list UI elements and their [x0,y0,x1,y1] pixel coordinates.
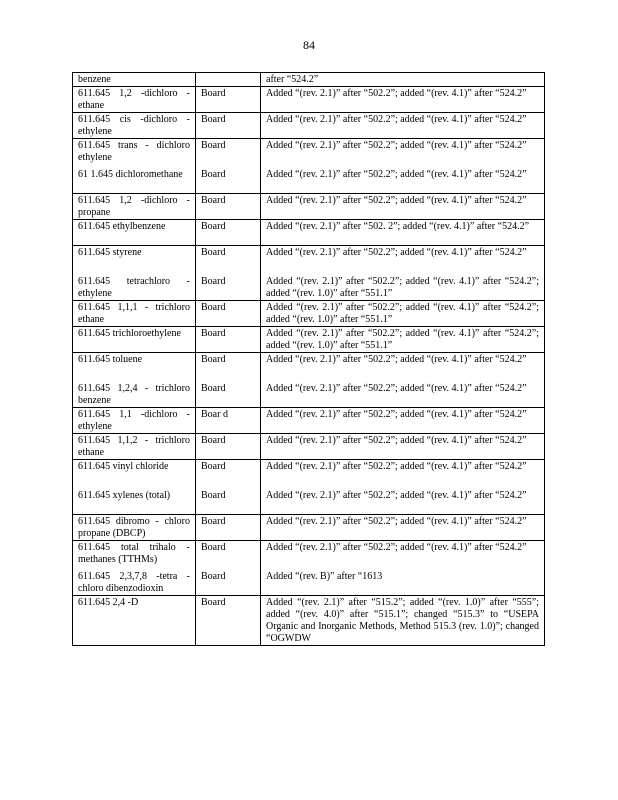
section-text: 611.645 1,2 -dichloro - ethane [78,88,190,111]
section-text: 611.645 2,4 -D [78,597,139,608]
authority-text: Board [201,247,226,258]
change-text: Added “(rev. 2.1)” after “502.2”; added “(rev. 4.1)” after “524.2” [266,542,527,553]
authority-cell [196,220,261,246]
authority-text: Board [201,461,226,472]
change-text: Added “(rev. 2.1)” after “502.2”; added “(rev. 4.1)” after “524.2” [266,247,527,258]
authority-text: Board [201,383,226,394]
section-text: 611.645 1,2,4 - trichloro benzene [78,383,190,406]
change-text: Added “(rev. 2.1)” after “502.2”; added “(rev. 4.1)” after “524.2” [266,409,527,420]
authority-cell [196,139,261,194]
section-text: 611.645 trans - dichloro ethylene [78,140,190,163]
authority-cell [196,87,261,113]
section-text: 611.645 tetrachloro - ethylene [78,276,190,299]
authority-cell [196,596,261,646]
change-text: Added “(rev. 2.1)” after “502.2”; added “(rev. 4.1)” after “524.2” [266,114,527,125]
change-text: Added “(rev. 2.1)” after “502.2”; added “(rev. 4.1)” after “524.2” [266,195,527,206]
section-cell [73,596,196,646]
change-cell [261,596,545,646]
amendments-table-body [73,73,545,646]
section-text: 611.645 total trihalo - methanes (TTHMs) [78,542,190,565]
change-text: Added “(rev. 2.1)” after “502.2”; added “(rev. 4.1)” after “524.2” [266,383,527,394]
authority-cell [196,408,261,434]
change-cell [261,139,545,194]
authority-text: Board [201,571,226,582]
section-text: 611.645 toluene [78,354,143,365]
authority-text: Board [201,169,226,180]
amendments-table [72,72,545,646]
table-row [73,87,545,113]
change-text: Added “(rev. 2.1)” after “502.2”; added “(rev. 4.1)” after “524.2”; added “(rev. 1.0)” after “551.1” [266,328,539,351]
change-cell [261,434,545,460]
table-row [73,460,545,515]
authority-text: Board [201,542,226,553]
section-cell [73,73,196,87]
table-row [73,434,545,460]
change-text: Added “(rev. 2.1)” after “502.2”; added “(rev. 4.1)” after “524.2”; added “(rev. 1.0)” after “551.1” [266,302,539,325]
section-cell [73,87,196,113]
table-row [73,408,545,434]
section-text: 611.645 1,1,1 - trichloro ethane [78,302,190,325]
change-cell [261,515,545,541]
section-cell [73,113,196,139]
change-cell [261,220,545,246]
authority-cell [196,73,261,87]
table-row [73,596,545,646]
change-cell [261,87,545,113]
section-text: 611.645 2,3,7,8 -tetra - chloro dibenzodioxin [78,571,190,594]
table-row [73,194,545,220]
change-text: Added “(rev. 2.1)” after “502.2”; added “(rev. 4.1)” after “524.2” [266,354,527,365]
section-cell [73,541,196,596]
table-row [73,139,545,194]
section-cell [73,246,196,301]
authority-cell [196,301,261,327]
table-row [73,113,545,139]
section-cell [73,220,196,246]
change-cell [261,541,545,596]
section-text: 611.645 trichloroethylene [78,328,181,339]
authority-cell [196,246,261,301]
authority-cell [196,113,261,139]
table-row [73,301,545,327]
authority-text: Board [201,221,226,232]
section-text: 611.645 1,1,2 - trichloro ethane [78,435,190,458]
section-cell [73,460,196,515]
authority-cell [196,515,261,541]
authority-text: Boar d [201,409,228,420]
change-cell [261,301,545,327]
change-text: Added “(rev. B)” after “1613 [266,571,383,582]
table-row [73,353,545,408]
change-text: Added “(rev. 2.1)” after “502.2”; added “(rev. 4.1)” after “524.2” [266,169,527,180]
table-row [73,327,545,353]
authority-cell [196,353,261,408]
authority-text: Board [201,195,226,206]
table-row [73,541,545,596]
change-text: Added “(rev. 2.1)” after “502.2”; added “(rev. 4.1)” after “524.2” [266,140,527,151]
change-text: Added “(rev. 2.1)” after “502.2”; added “(rev. 4.1)” after “524.2” [266,461,527,472]
change-text: Added “(rev. 2.1)” after “502.2”; added “(rev. 4.1)” after “524.2” [266,435,527,446]
authority-text: Board [201,88,226,99]
table-row [73,515,545,541]
section-text: 611.645 1,2 -dichloro - propane [78,195,190,218]
table-row [73,220,545,246]
section-text: 611.645 ethylbenzene [78,221,166,232]
section-cell [73,408,196,434]
change-cell [261,73,545,87]
authority-cell [196,541,261,596]
section-text: 611.645 xylenes (total) [78,490,171,501]
authority-text: Board [201,140,226,151]
authority-cell [196,327,261,353]
authority-text: Board [201,114,226,125]
page-number: 84 [303,38,315,52]
section-cell [73,434,196,460]
change-text: after “524.2” [266,74,319,85]
authority-text: Board [201,276,226,287]
change-cell [261,194,545,220]
change-cell [261,246,545,301]
authority-text: Board [201,302,226,313]
authority-cell [196,460,261,515]
section-text: 611.645 1,1 -dichloro - ethylene [78,409,190,432]
section-text: 611.645 vinyl chloride [78,461,169,472]
section-cell [73,353,196,408]
authority-text: Board [201,597,226,608]
change-text: Added “(rev. 2.1)” after “502.2”; added “(rev. 4.1)” after “524.2” [266,490,527,501]
authority-text: Board [201,354,226,365]
change-cell [261,460,545,515]
section-cell [73,515,196,541]
section-cell [73,327,196,353]
authority-text: Board [201,435,226,446]
authority-cell [196,434,261,460]
change-cell [261,353,545,408]
section-text: 61 1.645 dichloromethane [78,169,183,180]
change-text: Added “(rev. 2.1)” after “515.2”; added “(rev. 1.0)” after “555”; added “(rev. 4.0)” after “515.1”; changed “515.3” to “USEPA Organic and Inorganic Methods, Method 515.3 (rev. 1.0)”; changed “OGWDW [266,597,539,644]
section-text: 611.645 styrene [78,247,142,258]
authority-text: Board [201,328,226,339]
change-cell [261,327,545,353]
section-cell [73,139,196,194]
change-cell [261,408,545,434]
authority-text: Board [201,490,226,501]
section-cell [73,194,196,220]
change-text: Added “(rev. 2.1)” after “502.2”; added “(rev. 4.1)” after “524.2”; added “(rev. 1.0)” after “551.1” [266,276,539,299]
section-text: benzene [78,74,111,85]
change-cell [261,113,545,139]
change-text: Added “(rev. 2.1)” after “502. 2”; added “(rev. 4.1)” after “524.2” [266,221,530,232]
authority-text: Board [201,516,226,527]
section-text: 611.645 cis -dichloro - ethylene [78,114,190,137]
change-text: Added “(rev. 2.1)” after “502.2”; added “(rev. 4.1)” after “524.2” [266,88,527,99]
section-text: 611.645 dibromo - chloro propane (DBCP) [78,516,190,539]
table-row [73,73,545,87]
authority-cell [196,194,261,220]
table-row [73,246,545,301]
section-cell [73,301,196,327]
change-text: Added “(rev. 2.1)” after “502.2”; added “(rev. 4.1)” after “524.2” [266,516,527,527]
